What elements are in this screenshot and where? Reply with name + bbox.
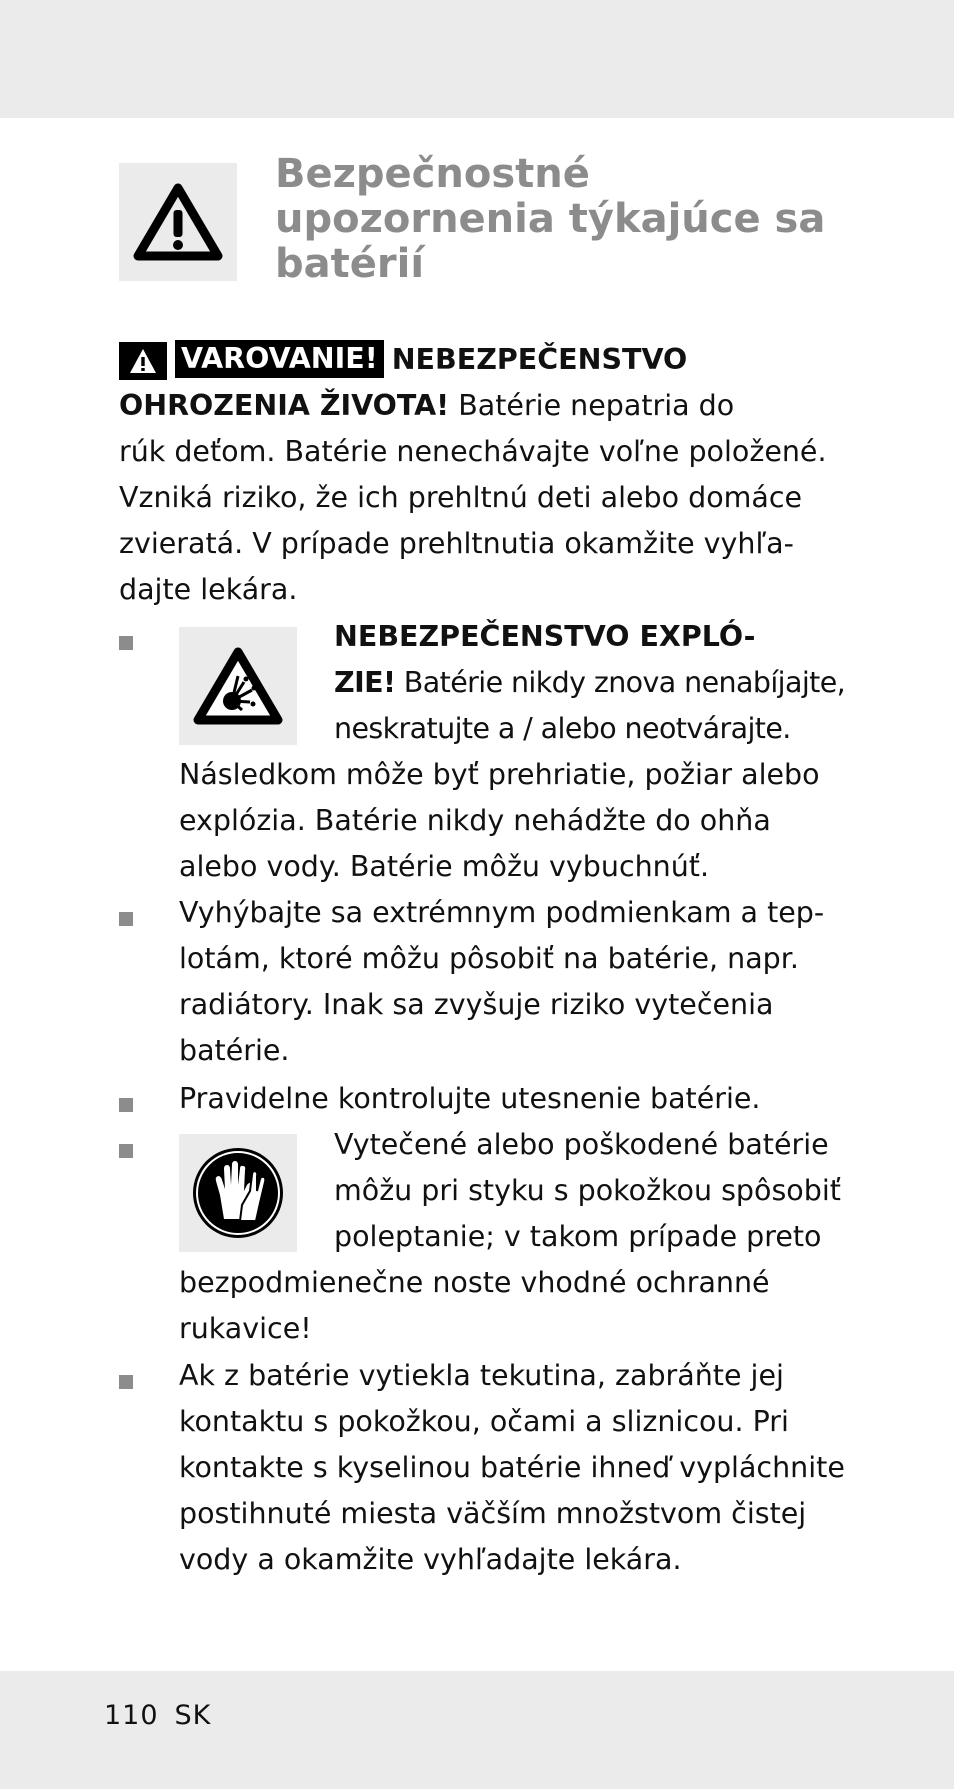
warning-triangle-small-icon bbox=[119, 342, 167, 380]
warning-text-1: Batérie nepatria do bbox=[449, 389, 735, 422]
item-4-line-1: bezpodmienečne noste vhodné ochranné bbox=[179, 1266, 770, 1299]
item-4-side-2: môžu pri styku s pokožkou spôsobiť bbox=[334, 1174, 841, 1207]
warning-badge: VAROVANIE! bbox=[175, 340, 384, 378]
list-item-continued bbox=[179, 752, 864, 890]
list-item bbox=[179, 1353, 864, 1583]
item-2-line-1: Vyhýbajte sa extrémnym podmienkam a tep- bbox=[179, 896, 825, 929]
item-5-line-1: Ak z batérie vytiekla tekutina, zabráňte jej bbox=[179, 1359, 784, 1392]
bullet-marker bbox=[119, 1375, 133, 1389]
item-1-heading-2: ZIE! bbox=[334, 666, 396, 699]
item-5-line-3: kontakte s kyselinou batérie ihneď vypláchnite bbox=[179, 1451, 845, 1484]
warning-heading-b: OHROZENIA ŽIVOTA! bbox=[119, 389, 450, 422]
item-1-side-2: neskratujte a / alebo neotvárajte. bbox=[334, 712, 791, 745]
item-3-line-1: Pravidelne kontrolujte utesnenie batérie. bbox=[179, 1082, 761, 1115]
item-5-line-2: kontaktu s pokožkou, očami a sliznicou. Pri bbox=[179, 1405, 789, 1438]
item-2-line-3: radiátory. Inak sa zvyšuje riziko vytečenia bbox=[179, 988, 774, 1021]
warning-text-4: zvieratá. V prípade prehltnutia okamžite vyhľa- bbox=[119, 527, 794, 560]
list-item bbox=[334, 1122, 854, 1260]
bullet-marker bbox=[119, 1144, 133, 1158]
protective-gloves-icon bbox=[190, 1145, 286, 1241]
warning-triangle-icon bbox=[132, 182, 224, 262]
list-item bbox=[179, 890, 864, 1074]
warning-text-3: Vzniká riziko, že ich prehltnú deti alebo domáce bbox=[119, 481, 803, 514]
list-item bbox=[179, 1076, 864, 1122]
gloves-pictogram-box bbox=[179, 1134, 297, 1252]
list-item bbox=[334, 614, 854, 752]
item-1-side-1: Batérie nikdy znova nenabíjajte, bbox=[395, 666, 846, 699]
item-2-line-2: lotám, ktoré môžu pôsobiť na batérie, napr. bbox=[179, 942, 799, 975]
bullet-marker bbox=[119, 636, 133, 650]
language-code: SK bbox=[174, 1700, 212, 1731]
explosion-warning-icon bbox=[192, 646, 284, 726]
item-2-line-4: batérie. bbox=[179, 1034, 290, 1067]
item-5-line-4: postihnuté miesta väčším množstvom čistej bbox=[179, 1497, 807, 1530]
warning-text-2: rúk deťom. Batérie nenechávajte voľne položené. bbox=[119, 435, 827, 468]
item-1-heading-1: NEBEZPEČENSTVO EXPLÓ- bbox=[334, 620, 756, 653]
page-number: 110 bbox=[104, 1700, 159, 1731]
item-4-side-3: poleptanie; v takom prípade preto bbox=[334, 1220, 822, 1253]
header-warning-icon-box bbox=[119, 163, 237, 281]
list-item-continued bbox=[179, 1260, 864, 1352]
item-1-line-3: alebo vody. Batérie môžu vybuchnúť. bbox=[179, 850, 710, 883]
warning-paragraph bbox=[119, 337, 839, 613]
item-1-line-2: explózia. Batérie nikdy nehádžte do ohňa bbox=[179, 804, 771, 837]
explosion-pictogram-box bbox=[179, 627, 297, 745]
item-4-line-2: rukavice! bbox=[179, 1312, 312, 1345]
warning-heading-a: NEBEZPEČENSTVO bbox=[391, 343, 688, 376]
bullet-marker bbox=[119, 1098, 133, 1112]
page-title: Bezpečnostné upozornenia týkajúce sa batérií bbox=[275, 151, 826, 287]
bullet-marker bbox=[119, 912, 133, 926]
warning-text-5: dajte lekára. bbox=[119, 573, 298, 606]
page-footer bbox=[104, 1700, 227, 1731]
item-1-line-1: Následkom môže byť prehriatie, požiar alebo bbox=[179, 758, 820, 791]
item-5-line-5: vody a okamžite vyhľadajte lekára. bbox=[179, 1543, 682, 1576]
top-band bbox=[0, 0, 954, 118]
item-4-side-1: Vytečené alebo poškodené batérie bbox=[334, 1128, 829, 1161]
